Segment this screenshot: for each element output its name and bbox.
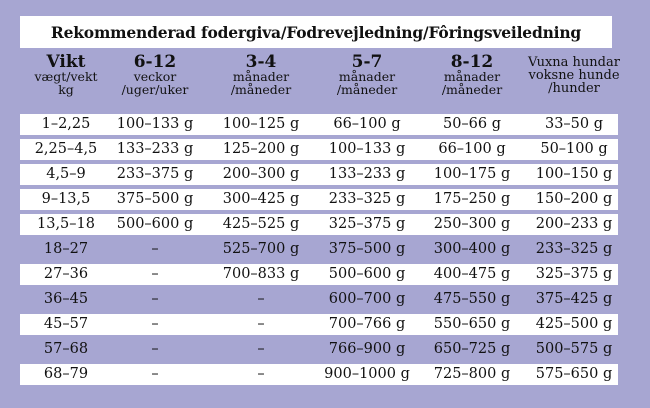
header-5-7-sub2: /måneder (336, 81, 398, 97)
table-cell: 9–13,5 (41, 191, 91, 207)
table-cell: 233–325 g (535, 241, 613, 257)
table-cell: 475–550 g (433, 291, 511, 307)
table-cell: 4,5–9 (46, 166, 86, 182)
table-cell: 375–425 g (535, 291, 613, 307)
header-5-7 (314, 54, 420, 96)
header-3-4 (208, 54, 314, 96)
table-row (20, 164, 618, 185)
table-row (20, 314, 618, 335)
table-row (20, 339, 618, 360)
table-cell: 18–27 (43, 241, 89, 257)
table-cell: 900–1000 g (324, 366, 410, 382)
table-cell: 375–500 g (328, 241, 406, 257)
table-cell: 100–150 g (535, 166, 613, 182)
table-title: Rekommenderad fodergiva/Fodrevejledning/Fôringsveiledning (50, 22, 582, 42)
table-cell: 133–233 g (116, 141, 194, 157)
table-row (20, 239, 618, 260)
table-cell: – (257, 341, 265, 357)
table-cell: 100–125 g (222, 116, 300, 132)
table-cell: 575–650 g (535, 366, 613, 382)
table-cell: 175–250 g (433, 191, 511, 207)
header-weight-title: Vikt (46, 52, 86, 72)
table-cell: 150–200 g (535, 191, 613, 207)
table-cell: 66–100 g (333, 116, 401, 132)
table-cell: – (257, 316, 265, 332)
header-8-12-sub2: /måneder (441, 81, 503, 97)
table-row (20, 364, 618, 385)
table-cell: 550–650 g (433, 316, 511, 332)
table-cell: 425–525 g (222, 216, 300, 232)
table-cell: 66–100 g (438, 141, 506, 157)
table-cell: 57–68 (43, 341, 89, 357)
table-cell: 300–400 g (433, 241, 511, 257)
table-header (20, 54, 620, 106)
table-row (20, 264, 618, 285)
table-cell: 1–2,25 (41, 116, 91, 132)
table-cell: 400–475 g (433, 266, 511, 282)
table-cell: 50–66 g (442, 116, 502, 132)
table-cell: 233–375 g (116, 166, 194, 182)
table-cell: 50–100 g (540, 141, 608, 157)
table-cell: 500–575 g (535, 341, 613, 357)
table-cell: 300–425 g (222, 191, 300, 207)
header-weight-sub1: vægt/vekt (34, 69, 98, 84)
table-cell: 700–766 g (328, 316, 406, 332)
table-cell: – (151, 316, 159, 332)
header-8-12-sub1: månader (443, 69, 501, 84)
header-6-12 (100, 54, 210, 96)
table-row (20, 139, 618, 160)
header-8-12-title: 8-12 (450, 52, 494, 72)
header-adults-line1: Vuxna hundar (528, 55, 620, 70)
table-cell: 600–700 g (328, 291, 406, 307)
table-cell: 33–50 g (544, 116, 604, 132)
table-cell: – (151, 366, 159, 382)
table-row (20, 289, 618, 310)
table-cell: 13,5–18 (37, 216, 95, 232)
table-row (20, 189, 618, 210)
header-3-4-sub2: /måneder (230, 81, 292, 97)
table-cell: – (151, 266, 159, 282)
table-cell: 725–800 g (433, 366, 511, 382)
header-weight (20, 54, 112, 96)
table-cell: 525–700 g (222, 241, 300, 257)
table-cell: 766–900 g (328, 341, 406, 357)
table-cell: 100–133 g (328, 141, 406, 157)
table-cell: 250–300 g (433, 216, 511, 232)
table-cell: 100–175 g (433, 166, 511, 182)
table-cell: 2,25–4,5 (34, 141, 98, 157)
header-8-12 (418, 54, 526, 96)
table-cell: – (151, 341, 159, 357)
table-cell: 500–600 g (116, 216, 194, 232)
table-cell: 200–233 g (535, 216, 613, 232)
title-bar (20, 16, 612, 48)
table-cell: 650–725 g (433, 341, 511, 357)
table-body (20, 114, 618, 389)
header-weight-sub2: kg (58, 81, 74, 97)
header-3-4-sub1: månader (232, 69, 290, 84)
header-adults-line3: /hunder (548, 81, 600, 96)
table-row (20, 214, 618, 235)
header-5-7-title: 5-7 (351, 52, 383, 72)
table-cell: 425–500 g (535, 316, 613, 332)
table-cell: 27–36 (43, 266, 89, 282)
table-cell: 700–833 g (222, 266, 300, 282)
table-cell: 325–375 g (328, 216, 406, 232)
table-cell: 375–500 g (116, 191, 194, 207)
header-6-12-title: 6-12 (133, 52, 177, 72)
header-5-7-sub1: månader (338, 69, 396, 84)
header-3-4-title: 3-4 (245, 52, 277, 72)
header-adults-line2: voksne hunde (528, 68, 620, 83)
table-row (20, 114, 618, 135)
table-cell: 36–45 (43, 291, 89, 307)
table-cell: 325–375 g (535, 266, 613, 282)
header-6-12-sub2: /uger/uker (121, 81, 189, 97)
table-cell: 233–325 g (328, 191, 406, 207)
table-cell: – (151, 241, 159, 257)
table-cell: 200–300 g (222, 166, 300, 182)
header-adults (522, 56, 626, 95)
table-cell: 500–600 g (328, 266, 406, 282)
table-cell: 68–79 (43, 366, 89, 382)
table-cell: 133–233 g (328, 166, 406, 182)
header-6-12-sub1: veckor (133, 69, 177, 84)
table-cell: – (257, 291, 265, 307)
table-cell: 100–133 g (116, 116, 194, 132)
table-cell: – (257, 366, 265, 382)
table-cell: 45–57 (43, 316, 89, 332)
table-cell: – (151, 291, 159, 307)
table-cell: 125–200 g (222, 141, 300, 157)
